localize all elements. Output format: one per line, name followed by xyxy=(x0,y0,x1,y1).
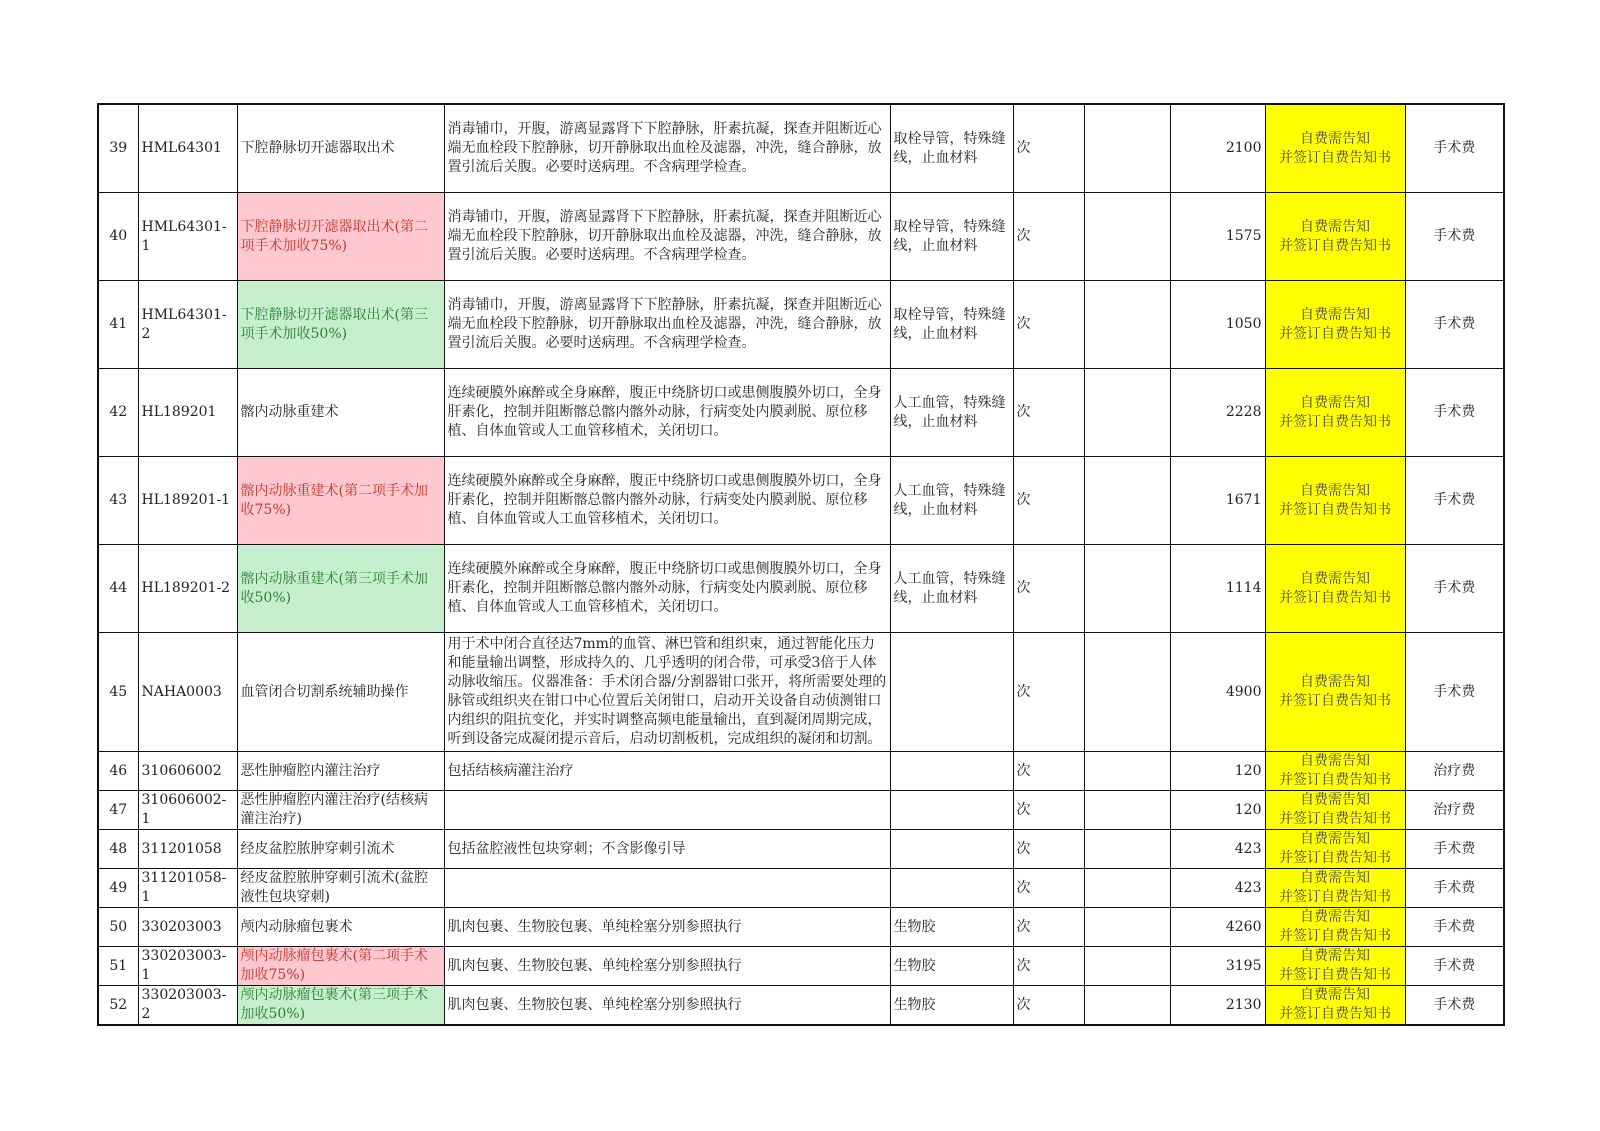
item-name: 下腔静脉切开滤器取出术 xyxy=(237,104,444,193)
self-pay-notice-line2: 并签订自费告知书 xyxy=(1279,1006,1391,1022)
self-pay-notice xyxy=(1265,830,1405,869)
remarks-cell xyxy=(1084,908,1170,947)
excluded-materials xyxy=(890,791,1013,830)
self-pay-notice-line2: 并签订自费告知书 xyxy=(1279,850,1391,866)
table-row xyxy=(98,947,1504,986)
fee-category: 手术费 xyxy=(1405,104,1504,193)
fee-amount: 3195 xyxy=(1170,947,1265,986)
item-description xyxy=(444,545,890,633)
table-row xyxy=(98,908,1504,947)
table-row xyxy=(98,369,1504,457)
excluded-materials xyxy=(890,869,1013,908)
self-pay-notice xyxy=(1265,908,1405,947)
fee-table-body xyxy=(98,104,1504,1025)
self-pay-notice-line2: 并签订自费告知书 xyxy=(1279,772,1391,788)
excluded-materials: 人工血管，特殊缝线，止血材料 xyxy=(890,457,1013,545)
item-description-text: 肌肉包裹、生物胶包裹、单纯栓塞分别参照执行 xyxy=(447,918,742,935)
item-description xyxy=(444,791,890,830)
self-pay-notice-line2: 并签订自费告知书 xyxy=(1279,889,1391,905)
item-description-text: 肌肉包裹、生物胶包裹、单纯栓塞分别参照执行 xyxy=(447,996,742,1013)
pricing-unit: 次 xyxy=(1013,281,1084,369)
item-code: 311201058 xyxy=(138,830,237,869)
item-description-text: 包括盆腔液性包块穿刺；不含影像引导 xyxy=(447,840,686,857)
row-number: 45 xyxy=(98,633,138,752)
self-pay-notice xyxy=(1265,193,1405,281)
item-code: HML64301-2 xyxy=(138,281,237,369)
item-name: 颅内动脉瘤包裹术(第二项手术加收75%) xyxy=(237,947,444,986)
row-number: 47 xyxy=(98,791,138,830)
item-description xyxy=(444,104,890,193)
remarks-cell xyxy=(1084,369,1170,457)
table-row xyxy=(98,281,1504,369)
pricing-unit: 次 xyxy=(1013,193,1084,281)
fee-amount: 4260 xyxy=(1170,908,1265,947)
fee-category: 手术费 xyxy=(1405,545,1504,633)
row-number: 46 xyxy=(98,752,138,791)
self-pay-notice xyxy=(1265,545,1405,633)
item-code: 330203003-1 xyxy=(138,947,237,986)
item-code: HML64301 xyxy=(138,104,237,193)
item-description-text: 连续硬膜外麻醉或全身麻醉，腹正中绕脐切口或患侧腹膜外切口，全身肝素化，控制并阻断髂总髂内髂外动脉，行病变处内膜剥脱、原位移植、自体血管或人工血管移植术，关闭切口。 xyxy=(447,473,882,527)
row-number: 42 xyxy=(98,369,138,457)
excluded-materials: 生物胶 xyxy=(890,947,1013,986)
table-row xyxy=(98,545,1504,633)
self-pay-notice-line1: 自费需告知 xyxy=(1300,792,1370,808)
fee-category: 手术费 xyxy=(1405,869,1504,908)
excluded-materials: 人工血管，特殊缝线，止血材料 xyxy=(890,545,1013,633)
pricing-unit: 次 xyxy=(1013,986,1084,1026)
item-description-text: 包括结核病灌注治疗 xyxy=(447,762,574,779)
item-name: 髂内动脉重建术 xyxy=(237,369,444,457)
row-number: 44 xyxy=(98,545,138,633)
fee-category: 手术费 xyxy=(1405,830,1504,869)
item-code: HL189201-2 xyxy=(138,545,237,633)
fee-amount: 1575 xyxy=(1170,193,1265,281)
item-name: 恶性肿瘤腔内灌注治疗(结核病灌注治疗) xyxy=(237,791,444,830)
fee-category: 手术费 xyxy=(1405,633,1504,752)
pricing-unit: 次 xyxy=(1013,104,1084,193)
item-code: 310606002-1 xyxy=(138,791,237,830)
row-number: 49 xyxy=(98,869,138,908)
item-description-text: 用于术中闭合直径达7mm的血管、淋巴管和组织束，通过智能化压力和能量输出调整，形成持久的、几乎透明的闭合带，可承受3倍于人体动脉收缩压。仪器准备：手术闭合器/分割器钳口张开，将所需要处理的脉管或组织夹在钳口中心位置后关闭钳口，启动开关设备自动侦测钳口内组织的阻抗变化，并实时调整高频电能量输出，直到凝闭周期完成，听到设备完成凝闭提示音后，启动切割板机，完成组织的凝闭和切割。 xyxy=(447,636,887,747)
fee-amount: 4900 xyxy=(1170,633,1265,752)
self-pay-notice-line2: 并签订自费告知书 xyxy=(1279,967,1391,983)
item-code: 310606002 xyxy=(138,752,237,791)
item-description xyxy=(444,947,890,986)
item-code: HML64301-1 xyxy=(138,193,237,281)
self-pay-notice-line2: 并签订自费告知书 xyxy=(1279,501,1391,518)
item-name: 髂内动脉重建术(第二项手术加收75%) xyxy=(237,457,444,545)
pricing-unit: 次 xyxy=(1013,947,1084,986)
self-pay-notice-line1: 自费需告知 xyxy=(1300,394,1370,411)
self-pay-notice-line1: 自费需告知 xyxy=(1300,870,1370,886)
item-description xyxy=(444,986,890,1026)
remarks-cell xyxy=(1084,633,1170,752)
row-number: 52 xyxy=(98,986,138,1026)
self-pay-notice-line1: 自费需告知 xyxy=(1300,831,1370,847)
item-description-text: 连续硬膜外麻醉或全身麻醉，腹正中绕脐切口或患侧腹膜外切口，全身肝素化，控制并阻断髂总髂内髂外动脉，行病变处内膜剥脱、原位移植、自体血管或人工血管移植术，关闭切口。 xyxy=(447,385,882,439)
item-description xyxy=(444,908,890,947)
table-row xyxy=(98,986,1504,1026)
table-row xyxy=(98,104,1504,193)
self-pay-notice-line2: 并签订自费告知书 xyxy=(1279,413,1391,430)
item-code: 330203003 xyxy=(138,908,237,947)
item-code: NAHA0003 xyxy=(138,633,237,752)
item-code: HL189201 xyxy=(138,369,237,457)
fee-category: 手术费 xyxy=(1405,908,1504,947)
table-row xyxy=(98,752,1504,791)
item-name: 经皮盆腔脓肿穿刺引流术 xyxy=(237,830,444,869)
item-name: 下腔静脉切开滤器取出术(第二项手术加收75%) xyxy=(237,193,444,281)
self-pay-notice-line1: 自费需告知 xyxy=(1300,948,1370,964)
item-description-text: 消毒铺巾，开腹，游离显露肾下下腔静脉，肝素抗凝，探查并阻断近心端无血栓段下腔静脉，切开静脉取出血栓及滤器，冲洗，缝合静脉，放置引流后关腹。必要时送病理。不含病理学检查。 xyxy=(447,121,882,175)
item-description xyxy=(444,457,890,545)
table-row xyxy=(98,791,1504,830)
self-pay-notice-line1: 自费需告知 xyxy=(1300,674,1370,690)
self-pay-notice xyxy=(1265,986,1405,1026)
fee-category: 手术费 xyxy=(1405,457,1504,545)
fee-amount: 120 xyxy=(1170,752,1265,791)
self-pay-notice-line1: 自费需告知 xyxy=(1300,482,1370,499)
remarks-cell xyxy=(1084,193,1170,281)
remarks-cell xyxy=(1084,986,1170,1026)
table-row xyxy=(98,830,1504,869)
item-code: 330203003-2 xyxy=(138,986,237,1026)
remarks-cell xyxy=(1084,545,1170,633)
item-description-text: 肌肉包裹、生物胶包裹、单纯栓塞分别参照执行 xyxy=(447,957,742,974)
self-pay-notice-line1: 自费需告知 xyxy=(1300,306,1370,323)
pricing-unit: 次 xyxy=(1013,369,1084,457)
remarks-cell xyxy=(1084,457,1170,545)
self-pay-notice xyxy=(1265,869,1405,908)
row-number: 50 xyxy=(98,908,138,947)
pricing-unit: 次 xyxy=(1013,791,1084,830)
self-pay-notice xyxy=(1265,752,1405,791)
self-pay-notice xyxy=(1265,947,1405,986)
item-description xyxy=(444,193,890,281)
item-name: 下腔静脉切开滤器取出术(第三项手术加收50%) xyxy=(237,281,444,369)
item-name: 颅内动脉瘤包裹术(第三项手术加收50%) xyxy=(237,986,444,1026)
item-code: HL189201-1 xyxy=(138,457,237,545)
remarks-cell xyxy=(1084,830,1170,869)
self-pay-notice xyxy=(1265,791,1405,830)
item-description-text: 消毒铺巾，开腹，游离显露肾下下腔静脉，肝素抗凝，探查并阻断近心端无血栓段下腔静脉，切开静脉取出血栓及滤器，冲洗，缝合静脉，放置引流后关腹。必要时送病理。不含病理学检查。 xyxy=(447,297,882,351)
self-pay-notice-line1: 自费需告知 xyxy=(1300,909,1370,925)
fee-category: 手术费 xyxy=(1405,281,1504,369)
excluded-materials: 取栓导管，特殊缝线，止血材料 xyxy=(890,104,1013,193)
table-row xyxy=(98,633,1504,752)
excluded-materials xyxy=(890,633,1013,752)
table-row xyxy=(98,457,1504,545)
self-pay-notice-line2: 并签订自费告知书 xyxy=(1279,928,1391,944)
remarks-cell xyxy=(1084,752,1170,791)
self-pay-notice-line2: 并签订自费告知书 xyxy=(1279,693,1391,709)
fee-category: 治疗费 xyxy=(1405,791,1504,830)
fee-amount: 423 xyxy=(1170,830,1265,869)
row-number: 51 xyxy=(98,947,138,986)
excluded-materials: 人工血管，特殊缝线，止血材料 xyxy=(890,369,1013,457)
self-pay-notice-line1: 自费需告知 xyxy=(1300,130,1370,147)
pricing-unit: 次 xyxy=(1013,457,1084,545)
fee-category: 手术费 xyxy=(1405,193,1504,281)
table-row xyxy=(98,869,1504,908)
self-pay-notice xyxy=(1265,457,1405,545)
remarks-cell xyxy=(1084,947,1170,986)
self-pay-notice xyxy=(1265,369,1405,457)
excluded-materials: 生物胶 xyxy=(890,986,1013,1026)
remarks-cell xyxy=(1084,791,1170,830)
remarks-cell xyxy=(1084,869,1170,908)
fee-amount: 1114 xyxy=(1170,545,1265,633)
remarks-cell xyxy=(1084,104,1170,193)
excluded-materials xyxy=(890,752,1013,791)
self-pay-notice-line2: 并签订自费告知书 xyxy=(1279,589,1391,606)
row-number: 43 xyxy=(98,457,138,545)
item-description-text: 消毒铺巾，开腹，游离显露肾下下腔静脉，肝素抗凝，探查并阻断近心端无血栓段下腔静脉，切开静脉取出血栓及滤器，冲洗，缝合静脉，放置引流后关腹。必要时送病理。不含病理学检查。 xyxy=(447,209,882,263)
item-description xyxy=(444,281,890,369)
self-pay-notice-line2: 并签订自费告知书 xyxy=(1279,149,1391,166)
row-number: 48 xyxy=(98,830,138,869)
excluded-materials: 取栓导管，特殊缝线，止血材料 xyxy=(890,193,1013,281)
fee-amount: 120 xyxy=(1170,791,1265,830)
fee-amount: 1050 xyxy=(1170,281,1265,369)
self-pay-notice-line2: 并签订自费告知书 xyxy=(1279,811,1391,827)
self-pay-notice xyxy=(1265,104,1405,193)
item-description-text: 连续硬膜外麻醉或全身麻醉，腹正中绕脐切口或患侧腹膜外切口，全身肝素化，控制并阻断髂总髂内髂外动脉，行病变处内膜剥脱、原位移植、自体血管或人工血管移植术，关闭切口。 xyxy=(447,561,882,615)
pricing-unit: 次 xyxy=(1013,752,1084,791)
fee-table xyxy=(97,103,1505,1026)
fee-amount: 2228 xyxy=(1170,369,1265,457)
item-name: 恶性肿瘤腔内灌注治疗 xyxy=(237,752,444,791)
fee-amount: 423 xyxy=(1170,869,1265,908)
item-name: 髂内动脉重建术(第三项手术加收50%) xyxy=(237,545,444,633)
fee-category: 手术费 xyxy=(1405,369,1504,457)
pricing-unit: 次 xyxy=(1013,908,1084,947)
self-pay-notice-line1: 自费需告知 xyxy=(1300,218,1370,235)
fee-amount: 2100 xyxy=(1170,104,1265,193)
table-row xyxy=(98,193,1504,281)
item-description xyxy=(444,830,890,869)
self-pay-notice-line1: 自费需告知 xyxy=(1300,570,1370,587)
self-pay-notice-line2: 并签订自费告知书 xyxy=(1279,237,1391,254)
self-pay-notice xyxy=(1265,633,1405,752)
excluded-materials xyxy=(890,830,1013,869)
remarks-cell xyxy=(1084,281,1170,369)
fee-amount: 1671 xyxy=(1170,457,1265,545)
row-number: 41 xyxy=(98,281,138,369)
self-pay-notice-line2: 并签订自费告知书 xyxy=(1279,325,1391,342)
self-pay-notice-line1: 自费需告知 xyxy=(1300,987,1370,1003)
pricing-unit: 次 xyxy=(1013,545,1084,633)
row-number: 40 xyxy=(98,193,138,281)
fee-category: 手术费 xyxy=(1405,986,1504,1026)
pricing-unit: 次 xyxy=(1013,830,1084,869)
item-description xyxy=(444,633,890,752)
item-description xyxy=(444,752,890,791)
item-code: 311201058-1 xyxy=(138,869,237,908)
self-pay-notice xyxy=(1265,281,1405,369)
item-name: 颅内动脉瘤包裹术 xyxy=(237,908,444,947)
excluded-materials: 取栓导管，特殊缝线，止血材料 xyxy=(890,281,1013,369)
fee-category: 治疗费 xyxy=(1405,752,1504,791)
item-name: 血管闭合切割系统辅助操作 xyxy=(237,633,444,752)
pricing-unit: 次 xyxy=(1013,633,1084,752)
item-name: 经皮盆腔脓肿穿刺引流术(盆腔液性包块穿刺) xyxy=(237,869,444,908)
fee-category: 手术费 xyxy=(1405,947,1504,986)
item-description xyxy=(444,369,890,457)
pricing-unit: 次 xyxy=(1013,869,1084,908)
excluded-materials: 生物胶 xyxy=(890,908,1013,947)
row-number: 39 xyxy=(98,104,138,193)
fee-amount: 2130 xyxy=(1170,986,1265,1026)
self-pay-notice-line1: 自费需告知 xyxy=(1300,753,1370,769)
item-description xyxy=(444,869,890,908)
